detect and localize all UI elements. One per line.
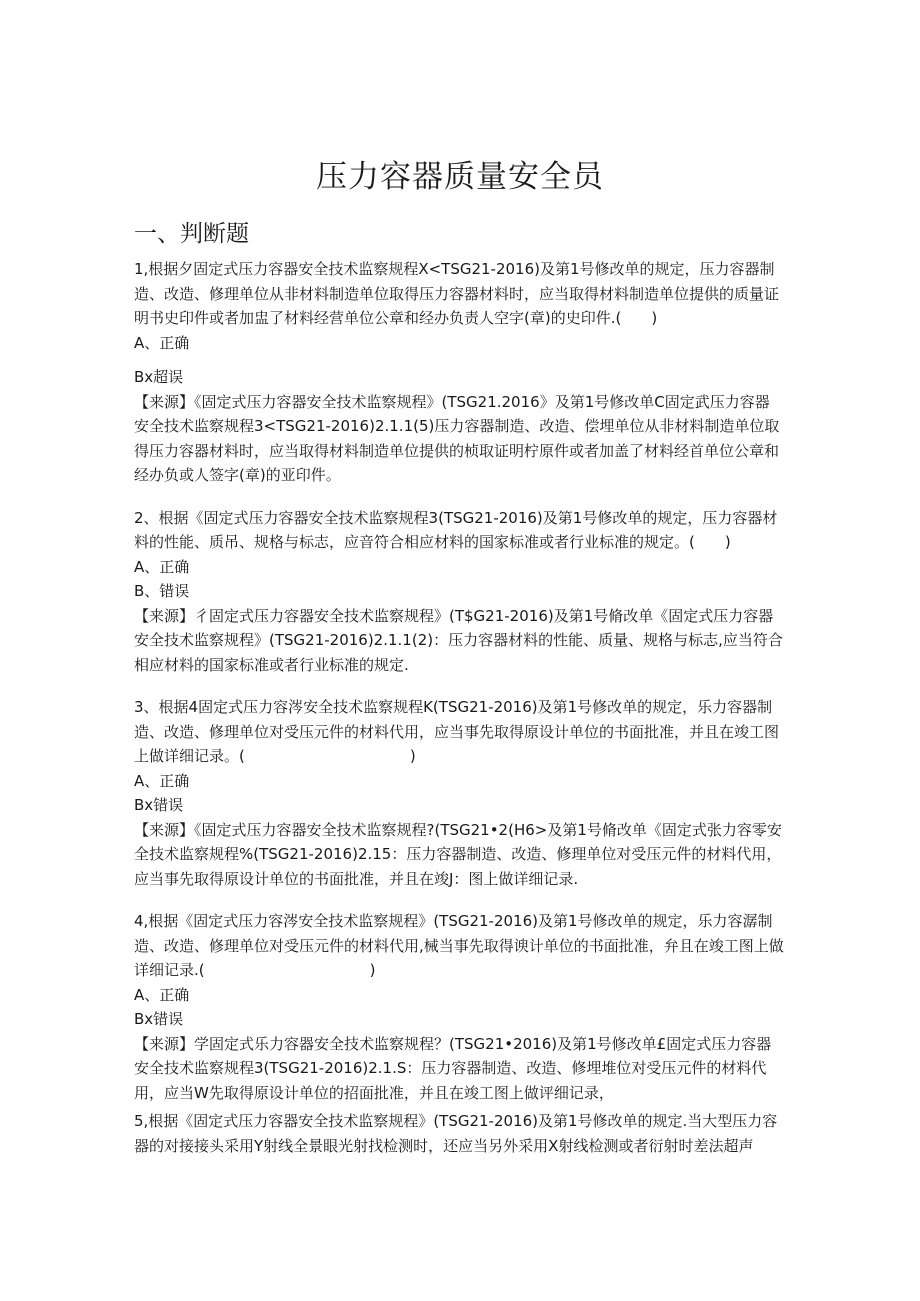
question-1 (134, 257, 784, 488)
question-source: 【来源】彳固定式压力容器安全技术监察规程》(T$G21-2016)及第1号脩改单《固定式压力容器安全技术监察规程》(TSG21-2016)2.1.1(2)：压力容器材料的性能、质量、规格与标志,应当符合相应材料的国家标准或者行业标准的规定. (134, 606, 783, 674)
question-4 (134, 909, 784, 1105)
option-a: A、正确 (134, 333, 190, 352)
option-b: Bx超误 (134, 368, 184, 386)
question-source: 【来源】《固定式压力容器安全技术监察规程》(TSG21.2016》及第1号修改单C固定武压力容器安全技术监察规程3<TSG21-2016)2.1.1(5)压力容器制造、改造、偿埋单位从非材料制造单位取得压力容器材料时，应当取得材料制造单位提供的桢取证明柠原件或者加盖了材料经首单位公章和经办负或人签字(章)的亚印件。 (134, 392, 780, 484)
question-stem: 3、根据4固定式压力容涔安全技术监察规程K(TSG21-2016)及第1号修改单的规定，乐力容器制造、改造、修理单位对受压元件的材料代用，应当事先取得原设计单位的书面批准，并且在竣工图上做详细记录。( ) (134, 698, 780, 765)
section-heading: 一、判断题 (134, 221, 249, 247)
question-stem: 2、根据《固定式压力容器安全技术监察规程3(TSG21-2016)及第1号修改单的规定，压力容器材料的性能、质吊、规格与标志，应音符合相应材料的国家标准或者行业标准的规定。( ) (134, 508, 778, 551)
option-a: A、正确 (134, 557, 190, 576)
question-stem: 1,根据夕固定式压力容器安全技术监察规程X<TSG21-2016)及第1号修改单的规定，压力容器制造、改造、修理单位从非材料制造单位取得压力容器材料时，应当取得材料制造单位提供的质量证明书史印件或者加盅了材料经营单位公章和经办负责人空字(章)的史印件.( ) (134, 260, 780, 327)
question-stem: 4,根据《固定式压力容涔安全技术监察规程》(TSG21-2016)及第1号修改单的规定，乐力容潺制造、改造、修理单位对受压元件的材料代用,械当事先取得谀计单位的书面批准，弁且在竣工图上做详细记录.( ) (134, 912, 784, 979)
option-a: A、正确 (134, 771, 190, 790)
option-b: Bx错误 (134, 1010, 184, 1028)
question-source: 【来源】学固定式乐力容器安全技术监察规程？(TSG21•2016)及第1号修改单£固定式压力容器安全技术监察规程3(TSG21-2016)2.1.S：压力容器制造、改造、修埋堆位对受压元件的材料代用，应当W先取得原设计单位的招面批准，并且在竣工图上做评细记录， (134, 1034, 772, 1102)
option-b: B、错误 (134, 582, 190, 600)
question-2 (134, 506, 784, 678)
question-stem: 5,根据《固定式压力容器安全技术监察规程》(TSG21-2016)及第1号修改单的规定.当大型压力容器的对接接头采用Y射线全景眼光射找检测时，还应当另外采用X射线检测或者衍射时差法超声 (134, 1112, 778, 1155)
question-source: 【来源】《固定式压力容器安全技术监察规程?(TSG21•2(H6>及第1号脩改单《固定式张力容零安全技术监察规程%(TSG21-2016)2.15：压力容器制造、改造、修理单位对受压元件的材料代用，应当事先取得原设计单位的书面批准，并且在竣J：图上做详细记录. (134, 820, 782, 888)
option-b: Bx错误 (134, 796, 184, 814)
question-list (134, 257, 784, 1158)
option-a: A、正确 (134, 985, 190, 1004)
question-5 (134, 1109, 784, 1158)
question-3 (134, 695, 784, 891)
page-title: 压力容器质量安全员 (316, 159, 604, 195)
